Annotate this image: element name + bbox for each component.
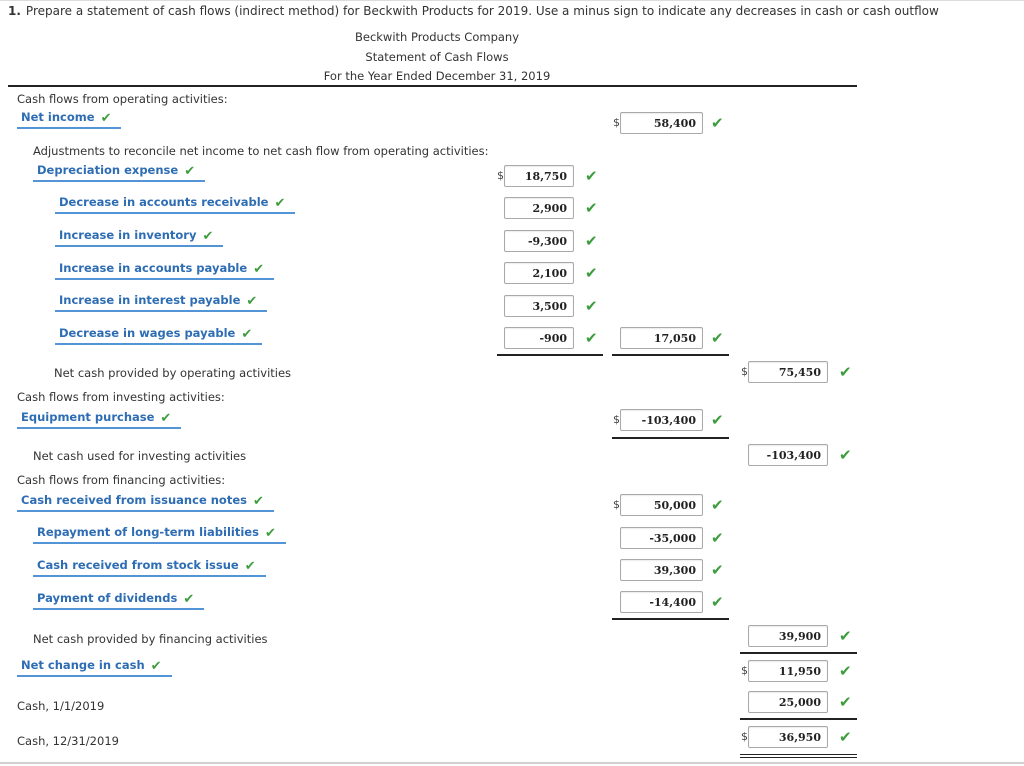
check-icon xyxy=(241,327,252,342)
adjustment-label: Decrease in accounts receivable xyxy=(59,195,269,209)
check-icon xyxy=(585,330,598,346)
final-total-double-rule xyxy=(740,754,857,758)
dividends-answer[interactable] xyxy=(33,591,204,610)
equipment-purchase-answer[interactable] xyxy=(17,410,181,429)
check-icon xyxy=(183,592,194,607)
currency-symbol: $ xyxy=(497,169,504,182)
net-income-input[interactable] xyxy=(620,112,703,134)
stock-issue-answer[interactable] xyxy=(33,558,266,577)
check-icon xyxy=(711,530,724,546)
subtotal-rule xyxy=(612,618,729,620)
financing-net-input[interactable] xyxy=(748,625,828,647)
check-icon xyxy=(265,526,276,541)
financing-item-label: Cash received from stock issue xyxy=(37,558,239,572)
check-icon xyxy=(184,164,195,179)
adjustment-label: Increase in accounts payable xyxy=(59,261,248,275)
question-prompt xyxy=(8,3,1024,19)
depreciation-input[interactable] xyxy=(504,165,574,187)
check-icon xyxy=(839,364,852,380)
accounts-receivable-answer[interactable] xyxy=(55,195,295,214)
financing-item-label: Cash received from issuance notes xyxy=(21,493,247,507)
interest-payable-answer[interactable] xyxy=(55,293,267,312)
wages-payable-input[interactable] xyxy=(504,327,574,349)
accounts-receivable-input[interactable] xyxy=(504,197,574,219)
adjustment-label: Depreciation expense xyxy=(37,163,179,177)
check-icon xyxy=(711,497,724,513)
adjustment-label: Increase in inventory xyxy=(59,228,197,242)
adjustment-label: Increase in interest payable xyxy=(59,293,241,307)
investing-net-input[interactable] xyxy=(748,444,828,466)
check-icon xyxy=(585,168,598,184)
cash-ending-input[interactable] xyxy=(748,726,828,748)
check-icon xyxy=(711,115,724,131)
check-icon xyxy=(839,447,852,463)
subtotal-rule xyxy=(612,437,729,439)
accounts-payable-answer[interactable] xyxy=(55,261,274,280)
cash-beginning-label: Cash, 1/1/2019 xyxy=(17,699,105,713)
question-number: 1. xyxy=(8,4,21,18)
adjustment-label: Decrease in wages payable xyxy=(59,326,236,340)
check-icon xyxy=(160,411,171,426)
check-icon xyxy=(274,196,285,211)
check-icon xyxy=(711,412,724,428)
inventory-answer[interactable] xyxy=(55,228,223,247)
net-income-label: Net income xyxy=(21,110,95,124)
issuance-notes-input[interactable] xyxy=(620,494,703,516)
check-icon xyxy=(839,694,852,710)
cash-ending-label: Cash, 12/31/2019 xyxy=(17,734,119,748)
financing-item-label: Payment of dividends xyxy=(37,591,178,605)
operating-heading: Cash flows from operating activities: xyxy=(17,92,228,106)
check-icon xyxy=(585,298,598,314)
repayment-liabilities-answer[interactable] xyxy=(33,525,286,544)
statement-title: Statement of Cash Flows xyxy=(365,50,509,64)
operating-net-input[interactable] xyxy=(748,361,828,383)
net-change-label: Net change in cash xyxy=(21,658,145,672)
interest-payable-input[interactable] xyxy=(504,295,574,317)
net-income-answer[interactable] xyxy=(17,110,121,129)
check-icon xyxy=(151,659,162,674)
currency-symbol: $ xyxy=(613,413,620,426)
subtotal-rule xyxy=(612,354,729,356)
check-icon xyxy=(253,494,264,509)
operating-net-label: Net cash provided by operating activities xyxy=(54,366,292,380)
investing-net-label: Net cash used for investing activities xyxy=(33,449,247,463)
company-name: Beckwith Products Company xyxy=(354,30,520,44)
currency-symbol: $ xyxy=(613,498,620,511)
check-icon xyxy=(839,729,852,745)
financing-net-label: Net cash provided by financing activities xyxy=(33,632,268,646)
depreciation-answer[interactable] xyxy=(33,163,205,182)
check-icon xyxy=(839,663,852,679)
financing-item-label: Repayment of long-term liabilities xyxy=(37,525,259,539)
check-icon xyxy=(711,594,724,610)
investing-item-label: Equipment purchase xyxy=(21,410,155,424)
check-icon xyxy=(585,233,598,249)
page-bottom-border xyxy=(0,762,1024,764)
net-change-answer[interactable] xyxy=(17,658,172,677)
check-icon xyxy=(202,229,213,244)
total-rule xyxy=(740,652,857,654)
total-rule xyxy=(740,718,857,720)
check-icon xyxy=(839,628,852,644)
stock-issue-input[interactable] xyxy=(620,559,703,581)
dividends-input[interactable] xyxy=(620,591,703,613)
check-icon xyxy=(101,111,112,126)
repayment-liabilities-input[interactable] xyxy=(620,527,703,549)
page-top-border xyxy=(0,0,1024,1)
issuance-notes-answer[interactable] xyxy=(17,493,274,512)
financing-heading: Cash flows from financing activities: xyxy=(17,473,226,487)
wages-payable-answer[interactable] xyxy=(55,326,262,345)
check-icon xyxy=(245,559,256,574)
cash-beginning-input[interactable] xyxy=(748,691,828,713)
check-icon xyxy=(711,562,724,578)
adjustments-total-input[interactable] xyxy=(620,327,703,349)
inventory-input[interactable] xyxy=(504,230,574,252)
investing-heading: Cash flows from investing activities: xyxy=(17,390,225,404)
check-icon xyxy=(253,262,264,277)
question-text: Prepare a statement of cash flows (indirect method) for Beckwith Products for 2019. Use a minus sign to indicate any decreases in cash or cash outflow xyxy=(25,4,939,18)
statement-period: For the Year Ended December 31, 2019 xyxy=(323,69,551,83)
currency-symbol: $ xyxy=(613,116,620,129)
check-icon xyxy=(585,200,598,216)
accounts-payable-input[interactable] xyxy=(504,262,574,284)
check-icon xyxy=(585,265,598,281)
currency-symbol: $ xyxy=(741,365,748,378)
currency-symbol: $ xyxy=(741,730,748,743)
subtotal-rule xyxy=(497,354,603,356)
net-change-input[interactable] xyxy=(748,660,828,682)
equipment-purchase-input[interactable] xyxy=(620,409,703,431)
check-icon xyxy=(711,330,724,346)
adjustments-heading: Adjustments to reconcile net income to net cash flow from operating activities: xyxy=(33,144,489,158)
currency-symbol: $ xyxy=(741,664,748,677)
header-rule xyxy=(8,85,857,87)
check-icon xyxy=(246,294,257,309)
